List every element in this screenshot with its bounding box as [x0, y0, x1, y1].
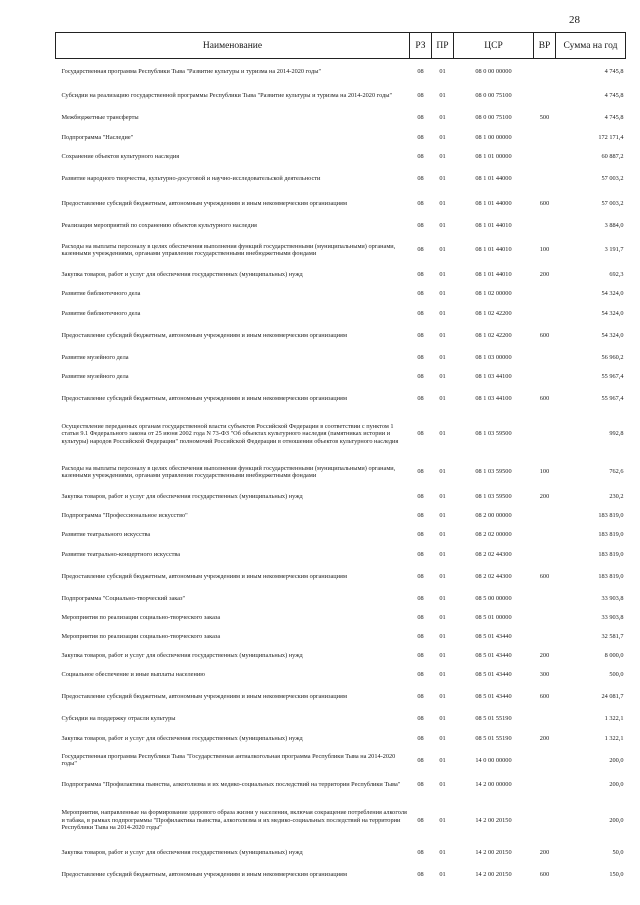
row-sum: 172 171,4 [598, 133, 624, 141]
row-rz: 08 [417, 572, 424, 580]
row-pr: 01 [439, 271, 446, 279]
table-row [56, 710, 626, 729]
row-vr [534, 285, 556, 304]
row-name: Развитие библиотечного дела [61, 309, 141, 317]
row-name: Развитие театрально-концертного искусства [61, 550, 181, 558]
row-pr: 01 [439, 849, 446, 857]
row-pr: 01 [439, 734, 446, 742]
row-vr [534, 589, 556, 608]
row-csr: 08 1 03 59500 [475, 430, 512, 438]
table-row [56, 367, 626, 386]
row-pr: 01 [439, 756, 446, 764]
row-csr: 08 5 01 43440 [475, 652, 512, 660]
row-csr: 08 1 01 00000 [475, 152, 512, 160]
row-vr: 200 [539, 734, 550, 742]
row-sum: 50,0 [612, 849, 624, 857]
row-rz: 08 [417, 550, 424, 558]
row-name: Развитие народного творчества, культурно-досуговой и научно-исследовательской деятельности [61, 174, 321, 182]
row-rz: 08 [417, 152, 424, 160]
table-row [56, 457, 626, 487]
row-csr: 08 1 02 42200 [475, 331, 512, 339]
table-row [56, 863, 626, 888]
row-pr: 01 [439, 67, 446, 75]
row-vr: 200 [539, 493, 550, 501]
row-sum: 4 745,8 [604, 92, 624, 100]
row-name: Закупка товаров, работ и услуг для обеспечения государственных (муниципальных) нужд [61, 849, 303, 857]
row-rz: 08 [417, 174, 424, 182]
row-sum: 230,2 [609, 493, 624, 501]
row-name: Предоставление субсидий бюджетным, автономным учреждениям и иным некоммерческим организациям [61, 331, 347, 339]
row-sum: 54 324,0 [601, 309, 624, 317]
row-rz: 08 [417, 246, 424, 254]
row-pr: 01 [439, 430, 446, 438]
table-row [56, 147, 626, 166]
row-rz: 08 [417, 331, 424, 339]
table-row [56, 191, 626, 216]
table-row [56, 798, 626, 844]
row-pr: 01 [439, 309, 446, 317]
row-vr [534, 411, 556, 457]
row-name: Подпрограмма "Профессиональное искусство" [61, 512, 188, 520]
table-row [56, 773, 626, 798]
row-csr: 08 1 03 59500 [475, 493, 512, 501]
row-sum: 183 819,0 [598, 531, 624, 539]
row-sum: 33 903,8 [601, 613, 624, 621]
table-row [56, 506, 626, 525]
row-sum: 54 324,0 [601, 331, 624, 339]
table-body [56, 59, 626, 888]
row-csr: 08 5 01 43440 [475, 671, 512, 679]
table-row [56, 265, 626, 284]
row-sum: 54 324,0 [601, 290, 624, 298]
row-pr: 01 [439, 671, 446, 679]
row-name: Закупка товаров, работ и услуг для обеспечения государственных (муниципальных) нужд [61, 271, 303, 279]
row-name: Мероприятия по реализации социально-творческого заказа [61, 633, 221, 641]
row-name: Предоставление субсидий бюджетным, автономным учреждениям и иным некоммерческим организациям [61, 693, 347, 701]
row-vr [534, 84, 556, 109]
row-pr: 01 [439, 550, 446, 558]
row-sum: 183 819,0 [598, 512, 624, 520]
row-vr [534, 545, 556, 564]
row-pr: 01 [439, 613, 446, 621]
row-pr: 01 [439, 531, 446, 539]
row-vr: 200 [539, 652, 550, 660]
row-name: Подпрограмма "Наследие" [61, 133, 134, 141]
row-name: Субсидии на реализацию государственной программы Республики Тыва "Развитие культуры и туризма на 2014-2020 годы" [61, 92, 393, 100]
table-row [56, 285, 626, 304]
row-name: Предоставление субсидий бюджетным, автономным учреждениям и иным некоммерческим организациям [61, 871, 347, 879]
row-csr: 08 5 01 43440 [475, 693, 512, 701]
row-name: Развитие музейного дела [61, 372, 129, 380]
row-vr [534, 166, 556, 191]
row-name: Социальное обеспечение и иные выплаты населению [61, 671, 205, 679]
row-pr: 01 [439, 468, 446, 476]
row-rz: 08 [417, 394, 424, 402]
row-sum: 500,0 [609, 671, 624, 679]
table-row [56, 386, 626, 411]
row-csr: 08 1 01 44010 [475, 271, 512, 279]
row-csr: 08 1 02 00000 [475, 290, 512, 298]
row-name: Закупка товаров, работ и услуг для обеспечения государственных (муниципальных) нужд [61, 493, 303, 501]
row-vr: 100 [539, 468, 550, 476]
row-csr: 08 1 01 44000 [475, 199, 512, 207]
row-csr: 08 0 00 75100 [475, 92, 512, 100]
row-pr: 01 [439, 372, 446, 380]
row-vr: 300 [539, 671, 550, 679]
row-name: Сохранение объектов культурного наследия [61, 152, 180, 160]
row-csr: 08 5 01 00000 [475, 613, 512, 621]
table-row [56, 348, 626, 367]
row-pr: 01 [439, 816, 446, 824]
row-vr [534, 367, 556, 386]
row-vr [534, 506, 556, 525]
row-rz: 08 [417, 271, 424, 279]
row-vr [534, 147, 556, 166]
row-csr: 08 1 01 44010 [475, 221, 512, 229]
row-rz: 08 [417, 114, 424, 122]
row-sum: 200,0 [609, 816, 624, 824]
row-sum: 3 884,0 [604, 221, 624, 229]
row-csr: 14 0 00 00000 [475, 756, 512, 764]
row-pr: 01 [439, 781, 446, 789]
row-vr [534, 526, 556, 545]
row-vr [534, 748, 556, 773]
row-rz: 08 [417, 652, 424, 660]
row-sum: 55 967,4 [601, 372, 624, 380]
row-rz: 08 [417, 756, 424, 764]
row-rz: 08 [417, 221, 424, 229]
row-sum: 1 322,1 [604, 734, 624, 742]
row-sum: 992,8 [609, 430, 624, 438]
header-pr: ПР [432, 33, 454, 59]
row-sum: 55 967,4 [601, 394, 624, 402]
row-rz: 08 [417, 594, 424, 602]
row-rz: 08 [417, 512, 424, 520]
table-row [56, 526, 626, 545]
row-pr: 01 [439, 652, 446, 660]
row-pr: 01 [439, 353, 446, 361]
table-row [56, 589, 626, 608]
row-pr: 01 [439, 871, 446, 879]
row-sum: 1 322,1 [604, 715, 624, 723]
row-vr: 600 [539, 693, 550, 701]
row-name: Реализация мероприятий по сохранению объектов культурного наследия [61, 221, 257, 229]
table-row [56, 844, 626, 863]
row-rz: 08 [417, 531, 424, 539]
row-name: Расходы на выплаты персоналу в целях обеспечения выполнения функций государственными (муниципальными) органами, казенными учреждениями, органами управления государственными внебюджетными фондами [61, 464, 396, 480]
table-row [56, 84, 626, 109]
row-name: Мероприятия, направленные на формирование здорового образа жизни у населения, включая сокращение потребления алкоголя и табака, в рамках подпрограммы "Профилактика пьянства, алкоголизма и их медико-социальных последствий на территории Республики Тыва на 2014-2020 годы" [61, 809, 407, 832]
row-vr: 600 [539, 331, 550, 339]
row-sum: 33 903,8 [601, 594, 624, 602]
header-csr: ЦСР [454, 33, 534, 59]
table-row [56, 564, 626, 589]
row-sum: 57 003,2 [601, 199, 624, 207]
row-name: Предоставление субсидий бюджетным, автономным учреждениям и иным некоммерческим организациям [61, 394, 347, 402]
row-pr: 01 [439, 174, 446, 182]
row-rz: 08 [417, 199, 424, 207]
row-pr: 01 [439, 290, 446, 298]
row-vr: 500 [539, 114, 550, 122]
row-name: Закупка товаров, работ и услуг для обеспечения государственных (муниципальных) нужд [61, 734, 303, 742]
row-pr: 01 [439, 594, 446, 602]
row-sum: 24 081,7 [601, 693, 624, 701]
table-row [56, 411, 626, 457]
row-vr [534, 608, 556, 627]
table-row [56, 748, 626, 773]
row-vr [534, 59, 556, 84]
row-csr: 08 2 02 44300 [475, 550, 512, 558]
header-rz: РЗ [410, 33, 432, 59]
header-name: Наименование [56, 33, 410, 59]
row-csr: 08 0 00 75100 [475, 114, 512, 122]
row-csr: 08 1 03 44100 [475, 394, 512, 402]
table-row [56, 666, 626, 685]
row-name: Подпрограмма "Профилактика пьянства, алкоголизма и их медико-социальных последствий на территории Республики Тыва" [61, 781, 401, 789]
row-sum: 57 003,2 [601, 174, 624, 182]
row-name: Развитие театрального искусства [61, 531, 151, 539]
row-csr: 08 1 01 44010 [475, 246, 512, 254]
row-sum: 4 745,8 [604, 67, 624, 75]
row-pr: 01 [439, 512, 446, 520]
row-rz: 08 [417, 92, 424, 100]
row-pr: 01 [439, 394, 446, 402]
row-rz: 08 [417, 309, 424, 317]
row-pr: 01 [439, 715, 446, 723]
row-pr: 01 [439, 693, 446, 701]
header-sum: Сумма на год [556, 33, 626, 59]
page-number: 28 [569, 14, 580, 26]
row-csr: 08 1 01 44000 [475, 174, 512, 182]
row-rz: 08 [417, 849, 424, 857]
row-pr: 01 [439, 133, 446, 141]
table-row [56, 235, 626, 265]
table-row [56, 608, 626, 627]
row-vr [534, 216, 556, 235]
table-row [56, 627, 626, 646]
row-csr: 08 2 02 00000 [475, 531, 512, 539]
row-csr: 08 5 01 55190 [475, 734, 512, 742]
table-row [56, 729, 626, 748]
row-rz: 08 [417, 468, 424, 476]
row-vr: 600 [539, 871, 550, 879]
row-vr: 200 [539, 271, 550, 279]
row-name: Мероприятия по реализации социально-творческого заказа [61, 613, 221, 621]
row-vr: 600 [539, 199, 550, 207]
row-rz: 08 [417, 734, 424, 742]
row-name: Субсидии на поддержку отрасли культуры [61, 715, 176, 723]
row-csr: 14 2 00 20150 [475, 816, 512, 824]
row-pr: 01 [439, 246, 446, 254]
row-pr: 01 [439, 633, 446, 641]
row-pr: 01 [439, 493, 446, 501]
row-pr: 01 [439, 152, 446, 160]
row-sum: 183 819,0 [598, 572, 624, 580]
row-sum: 60 887,2 [601, 152, 624, 160]
row-sum: 150,0 [609, 871, 624, 879]
row-vr [534, 798, 556, 844]
row-vr [534, 773, 556, 798]
row-pr: 01 [439, 92, 446, 100]
row-sum: 8 000,0 [604, 652, 624, 660]
row-vr: 600 [539, 394, 550, 402]
row-vr [534, 128, 556, 147]
row-sum: 32 581,7 [601, 633, 624, 641]
row-pr: 01 [439, 199, 446, 207]
row-rz: 08 [417, 372, 424, 380]
row-name: Закупка товаров, работ и услуг для обеспечения государственных (муниципальных) нужд [61, 652, 303, 660]
table-row [56, 304, 626, 323]
row-name: Государственная программа Республики Тыва "Развитие культуры и туризма на 2014-2020 годы" [61, 67, 322, 75]
row-sum: 56 960,2 [601, 353, 624, 361]
row-rz: 08 [417, 671, 424, 679]
row-rz: 08 [417, 613, 424, 621]
row-csr: 08 5 00 00000 [475, 594, 512, 602]
row-sum: 4 745,8 [604, 114, 624, 122]
row-vr [534, 304, 556, 323]
row-csr: 08 2 00 00000 [475, 512, 512, 520]
row-rz: 08 [417, 871, 424, 879]
row-rz: 08 [417, 290, 424, 298]
row-csr: 08 1 02 42200 [475, 309, 512, 317]
row-csr: 08 1 00 00000 [475, 133, 512, 141]
row-csr: 14 2 00 20150 [475, 849, 512, 857]
row-sum: 692,3 [609, 271, 624, 279]
row-sum: 200,0 [609, 756, 624, 764]
table-row [56, 323, 626, 348]
row-pr: 01 [439, 572, 446, 580]
table-row [56, 487, 626, 506]
row-rz: 08 [417, 633, 424, 641]
row-csr: 08 1 03 44100 [475, 372, 512, 380]
row-csr: 14 2 00 20150 [475, 871, 512, 879]
row-csr: 08 1 03 00000 [475, 353, 512, 361]
row-name: Развитие музейного дела [61, 353, 129, 361]
row-name: Государственная программа Республики Тыва "Государственная антиалкогольная программа Республики Тыва на 2014-2020 годы" [61, 752, 396, 768]
row-pr: 01 [439, 221, 446, 229]
table-header-row [56, 33, 626, 59]
row-rz: 08 [417, 493, 424, 501]
row-csr: 08 5 01 43440 [475, 633, 512, 641]
row-rz: 08 [417, 67, 424, 75]
table-row [56, 646, 626, 665]
row-csr: 08 0 00 00000 [475, 67, 512, 75]
row-vr [534, 627, 556, 646]
row-name: Предоставление субсидий бюджетным, автономным учреждениям и иным некоммерческим организациям [61, 572, 347, 580]
row-rz: 08 [417, 816, 424, 824]
row-rz: 08 [417, 781, 424, 789]
row-rz: 08 [417, 430, 424, 438]
row-vr [534, 710, 556, 729]
header-vr: ВР [534, 33, 556, 59]
row-name: Межбюджетные трансферты [61, 114, 139, 122]
table-row [56, 685, 626, 710]
row-vr [534, 348, 556, 367]
table-row [56, 216, 626, 235]
row-sum: 762,6 [609, 468, 624, 476]
row-rz: 08 [417, 715, 424, 723]
table-row [56, 166, 626, 191]
table-row [56, 545, 626, 564]
row-sum: 200,0 [609, 781, 624, 789]
row-vr: 100 [539, 246, 550, 254]
table-row [56, 128, 626, 147]
row-name: Осуществление переданных органам государственной власти субъектов Российской Федерации в соответствии с пунктом 1 статьи 9.1 Федерального закона от 25 июня 2002 года N 73-ФЗ "Об объектах культурного наследия (памятниках истории и культуры) народов Российской Федерации" полномочий Российской Федерации в отношении объектов культурного наследия [61, 422, 399, 445]
row-pr: 01 [439, 331, 446, 339]
row-sum: 3 191,7 [604, 246, 624, 254]
row-name: Подпрограмма "Социально-творческий заказ" [61, 594, 186, 602]
row-name: Предоставление субсидий бюджетным, автономным учреждениям и иным некоммерческим организациям [61, 199, 347, 207]
row-name: Расходы на выплаты персоналу в целях обеспечения выполнения функций государственными (муниципальными) органами, казенными учреждениями, органами управления государственными внебюджетными фондами [61, 242, 396, 258]
table-row [56, 109, 626, 128]
row-rz: 08 [417, 693, 424, 701]
table-row [56, 59, 626, 84]
row-vr: 200 [539, 849, 550, 857]
row-pr: 01 [439, 114, 446, 122]
row-sum: 183 819,0 [598, 550, 624, 558]
row-rz: 08 [417, 133, 424, 141]
row-csr: 14 2 00 00000 [475, 781, 512, 789]
row-name: Развитие библиотечного дела [61, 290, 141, 298]
row-rz: 08 [417, 353, 424, 361]
budget-table [55, 32, 626, 887]
row-csr: 08 2 02 44300 [475, 572, 512, 580]
row-csr: 08 5 01 55190 [475, 715, 512, 723]
row-vr: 600 [539, 572, 550, 580]
row-csr: 08 1 03 59500 [475, 468, 512, 476]
